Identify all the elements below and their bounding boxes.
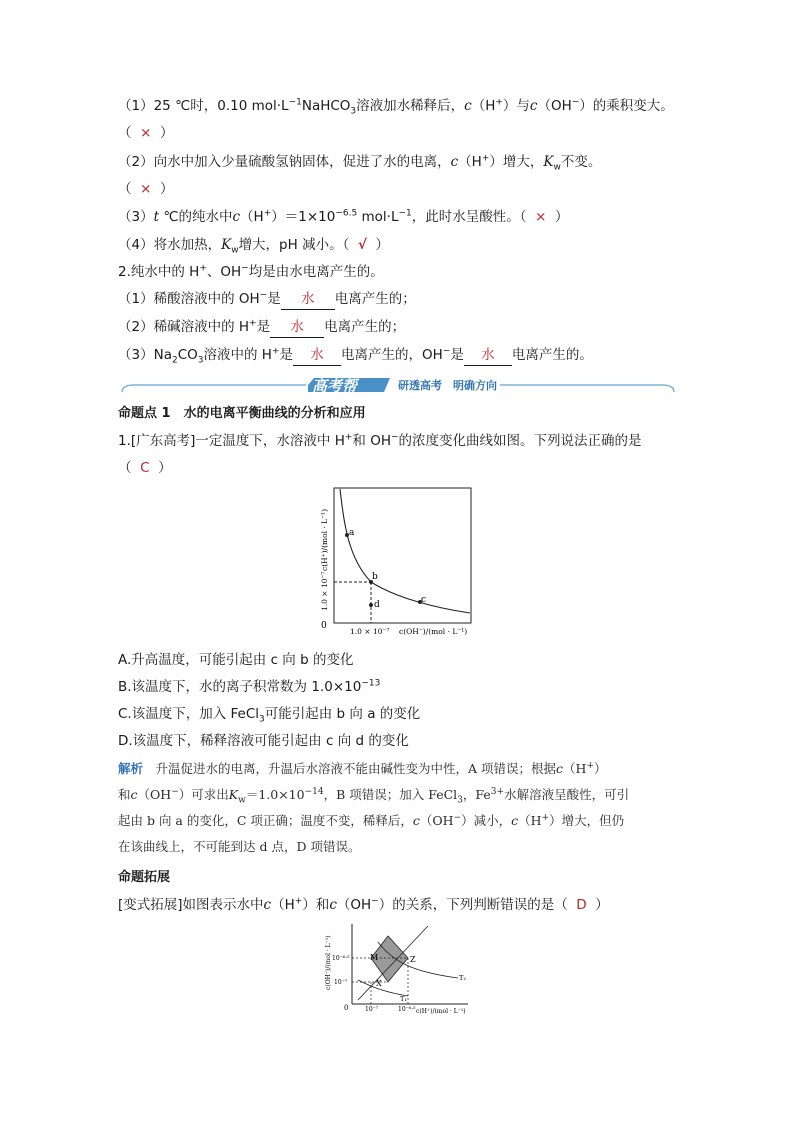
chart-2-label-m: M (370, 953, 379, 962)
q2-item-1: （1）稀酸溶液中的 OH−是 水 电离产生的； (118, 289, 416, 310)
blank: 水 (281, 289, 335, 310)
analysis (118, 756, 678, 860)
chart-1-xtick: 1.0 × 10⁻⁷ (350, 627, 390, 636)
chart-1-label-d: d (374, 600, 380, 610)
chart-2-origin: 0 (344, 1004, 349, 1012)
chart-2-label-x: X (376, 979, 382, 988)
p1-option-d: D.该温度下，稀释溶液可能引起由 c 向 d 的变化 (118, 733, 409, 749)
p1-option-a: A.升高温度，可能引起由 c 向 b 的变化 (118, 652, 354, 668)
ext-stem: [变式拓展]如图表示水中c（H+）和c（OH−）的关系，下列判断错误的是（ D ） (118, 896, 609, 913)
q1-item-2-answer: （ × ） (118, 181, 174, 197)
q2-title: 2.纯水中的 H+、OH−均是由水电离产生的。 (118, 263, 384, 280)
chart-2-label-t2: T₂ (459, 974, 466, 982)
chart-2-xtick1: 10⁻⁷ (365, 1006, 379, 1013)
q2-item-2: （2）稀碱溶液中的 H+是 水 电离产生的； (118, 317, 405, 338)
q1-item-3: （3）t ℃的纯水中$c(H^+)=1\times 10^{-6.5}$ $mol\cdot L^{-1}$，此时水呈酸性。（ × ） (118, 208, 569, 225)
chart-1-ytick: 1.0 × 10⁻⁷ (320, 571, 329, 611)
q1-item-4: （4）将水加热，$K_w$增大，pH 减小。（ √ ） (118, 237, 390, 256)
section-title: 命题点 1 水的电离平衡曲线的分析和应用 (118, 406, 366, 421)
p1-stem: 1.[广东高考]一定温度下，水溶液中 H+和 OH−的浓度变化曲线如图。下列说法正确的是 (118, 432, 642, 449)
q1-item-2: （2）向水中加入少量硫酸氢钠固体，促进了水的电离，c（H+）增大，$K_w$不变。 (118, 153, 602, 173)
blank: 水 (464, 345, 512, 366)
analysis-line-3: 起由 b 向 a 的变化，C 项正确；温度不变，稀释后，c（OH−）减小，c（H+）增大，但仍 (118, 812, 625, 828)
q2-item-3: $(3)Na_2CO_3$溶液中的 H+是 水 电离产生的，OH−是 水 电离产生的。 (118, 346, 593, 366)
chart-2-label-t1: T₁ (400, 995, 407, 1003)
analysis-line-1: 解析 升温促进水的电离，升温后水溶液不能由碱性变为中性，A 项错误；根据c（H+） (118, 760, 607, 776)
chart-1-point-d (369, 603, 373, 607)
chart-1-ylabel: c(H⁺)/(mol · L⁻¹) (320, 508, 329, 571)
chart-1-xlabel: c(OH⁻)/(mol · L⁻¹) (399, 627, 468, 636)
banner-subtitle-1: 研透高考 (398, 379, 442, 392)
chart-1 (296, 483, 496, 643)
analysis-line-4: 在该曲线上，不可能到达 d 点，D 项错误。 (118, 839, 361, 854)
chart-2-label-z: Z (410, 955, 416, 964)
section-banner (118, 372, 678, 398)
q1-item-1-answer: （ × ） (118, 125, 174, 141)
banner-subtitle-2: 明确方向 (453, 379, 497, 392)
chart-1-origin: 0 (321, 621, 327, 631)
chart-2-xlabel: c(H⁺)/(mol · L⁻¹) (416, 1008, 466, 1015)
chart-1-label-c: c (421, 595, 427, 605)
blank: 水 (293, 345, 341, 366)
chart-2-curve-t1 (358, 980, 408, 996)
q1-item-1: （1）25 ℃时，0.10 $mol\cdot L^{-1}NaHCO_3$溶液加水稀释后，c（H+）与c（OH−）的乘积变大。 (118, 97, 674, 117)
analysis-line-2: 和c（OH−）可求出$K_w=1.0\times 10^{-14}$，B 项错误；加入 FeCl$_3$，$Fe^{3+}$水解溶液呈酸性，可引 (118, 786, 630, 806)
blank: 水 (270, 317, 324, 338)
chart-1-label-a: a (349, 528, 355, 538)
chart-2 (318, 920, 478, 1020)
p1-option-b: B.该温度下，水的离子积常数为 $1.0\times 10^{-13}$ (118, 678, 381, 695)
p1-option-c: C.该温度下，加入 FeCl$_3$可能引起由 b 向 a 的变化 (118, 706, 421, 725)
chart-1-curve (340, 489, 470, 613)
chart-2-xtick2: 10⁻⁶·⁵ (398, 1006, 416, 1013)
chart-2-ytick2: 10⁻⁷ (334, 979, 348, 986)
p1-answer: （ C ） (118, 460, 172, 476)
ext-title: 命题拓展 (118, 870, 171, 885)
chart-2-ytick1: 10⁻⁶·⁵ (332, 955, 350, 962)
chart-2-diagonal (358, 926, 428, 1000)
banner-badge: 高考帮 (312, 377, 358, 395)
chart-2-ylabel: c(OH⁻)/(mol · L⁻¹) (325, 935, 332, 990)
chart-1-label-b: b (372, 572, 378, 582)
